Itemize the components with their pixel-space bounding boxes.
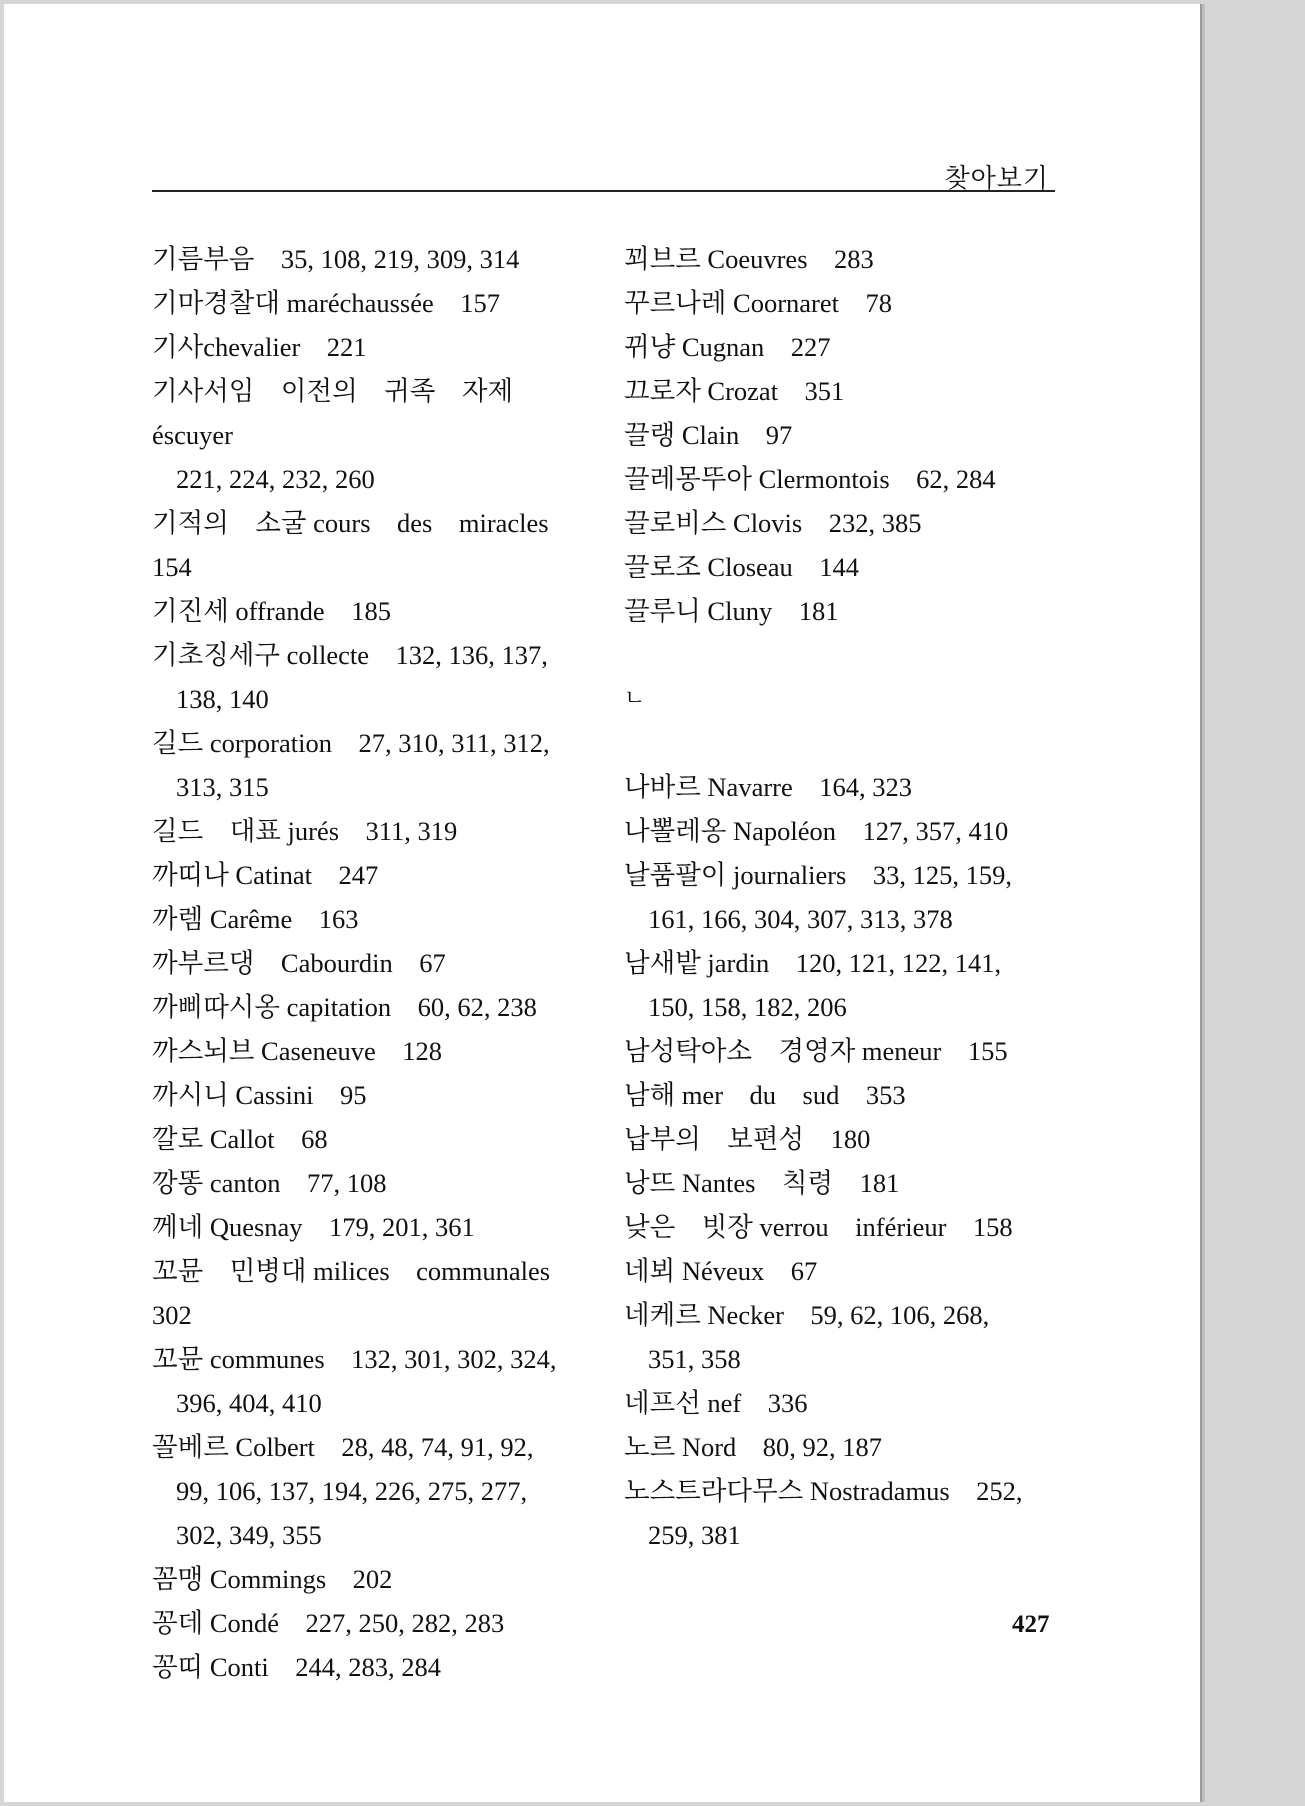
entry-line: 기사chevalier 221 xyxy=(152,332,367,362)
entry-line: 까스뇌브 Caseneuve 128 xyxy=(152,1036,443,1066)
index-entry xyxy=(152,237,582,281)
entry-line: 까렘 Carême 163 xyxy=(152,904,359,934)
entry-line: 꽁데 Condé 227, 250, 282, 283 xyxy=(152,1608,505,1638)
index-group-n xyxy=(624,765,1064,1557)
index-entry xyxy=(152,1249,582,1337)
index-entry xyxy=(152,1425,582,1557)
index-entry xyxy=(624,1161,1064,1205)
index-entry xyxy=(152,369,582,501)
section-gap xyxy=(624,633,1064,677)
index-entry xyxy=(152,1205,582,1249)
index-entry xyxy=(152,1557,582,1601)
entry-line: 끌레몽뚜아 Clermontois 62, 284 xyxy=(624,464,996,494)
entry-continuation: 138, 140 xyxy=(176,684,269,714)
entry-line: 네뵈 Néveux 67 xyxy=(624,1256,818,1286)
section-letter: ㄴ xyxy=(624,686,646,711)
entry-continuation: 161, 166, 304, 307, 313, 378 xyxy=(648,904,953,934)
entry-line: 길드 대표 jurés 311, 319 xyxy=(152,816,458,846)
index-entry xyxy=(624,1381,1064,1425)
index-entry xyxy=(624,457,1064,501)
entry-line: 까삐따시옹 capitation 60, 62, 238 xyxy=(152,992,537,1022)
entry-line: 깡똥 canton 77, 108 xyxy=(152,1168,387,1198)
entry-line: 네케르 Necker 59, 62, 106, 268, xyxy=(624,1300,990,1330)
entry-line: 기초징세구 collecte 132, 136, 137, xyxy=(152,640,548,670)
entry-line: 기진세 offrande 185 xyxy=(152,596,391,626)
index-entry xyxy=(152,721,582,809)
index-column-left xyxy=(152,237,582,1689)
index-entry xyxy=(152,1117,582,1161)
entry-line: 납부의 보편성 180 xyxy=(624,1124,871,1154)
entry-line: 깔로 Callot 68 xyxy=(152,1124,328,1154)
entry-line: 꼼맹 Commings 202 xyxy=(152,1564,393,1594)
entry-line: 끄로자 Crozat 351 xyxy=(624,376,845,406)
index-entry xyxy=(152,941,582,985)
index-entry xyxy=(624,941,1064,1029)
entry-continuation: 351, 358 xyxy=(648,1344,741,1374)
entry-line: 까띠나 Catinat 247 xyxy=(152,860,379,890)
index-entry xyxy=(624,809,1064,853)
entry-line: 꼬뮨 communes 132, 301, 302, 324, xyxy=(152,1344,557,1374)
entry-line: 께네 Quesnay 179, 201, 361 xyxy=(152,1212,475,1242)
index-entry xyxy=(152,985,582,1029)
index-entry xyxy=(152,281,582,325)
index-entry xyxy=(624,1249,1064,1293)
index-page xyxy=(4,4,1200,1802)
entry-line: 기적의 소굴 cours des miracles 154 xyxy=(152,508,576,582)
index-entry xyxy=(624,501,1064,545)
entry-line: 나바르 Navarre 164, 323 xyxy=(624,772,912,802)
index-entry xyxy=(152,1337,582,1425)
index-entry xyxy=(624,237,1064,281)
index-entry xyxy=(624,853,1064,941)
entry-continuation: 259, 381 xyxy=(648,1520,741,1550)
entry-line: 기사서임 이전의 귀족 자제 éscuyer xyxy=(152,376,514,450)
index-entry xyxy=(152,633,582,721)
entry-line: 기름부음 35, 108, 219, 309, 314 xyxy=(152,244,520,274)
header-title: 찾아보기 xyxy=(944,164,1049,194)
entry-continuation: 396, 404, 410 xyxy=(176,1388,322,1418)
page-number: 427 xyxy=(1012,1611,1050,1638)
entry-continuation: 221, 224, 232, 260 xyxy=(176,464,375,494)
index-entry xyxy=(624,281,1064,325)
entry-line: 까시니 Cassini 95 xyxy=(152,1080,367,1110)
index-entry xyxy=(624,1425,1064,1469)
index-entry xyxy=(152,897,582,941)
entry-line: 끌랭 Clain 97 xyxy=(624,420,793,450)
entry-line: 끌로조 Closeau 144 xyxy=(624,552,860,582)
entry-continuation: 302, 349, 355 xyxy=(176,1520,322,1550)
index-entry xyxy=(152,325,582,369)
entry-continuation: 150, 158, 182, 206 xyxy=(648,992,847,1022)
entry-line: 남해 mer du sud 353 xyxy=(624,1080,906,1110)
index-entry xyxy=(152,1601,582,1645)
entry-continuation: 313, 315 xyxy=(176,772,269,802)
index-entry xyxy=(624,589,1064,633)
entry-line: 남성탁아소 경영자 meneur 155 xyxy=(624,1036,1008,1066)
entry-line: 꽁띠 Conti 244, 283, 284 xyxy=(152,1652,441,1682)
index-entry xyxy=(624,1293,1064,1381)
entry-line: 길드 corporation 27, 310, 311, 312, xyxy=(152,728,550,758)
entry-line: 끌루니 Cluny 181 xyxy=(624,596,839,626)
index-entry xyxy=(624,765,1064,809)
index-entry xyxy=(152,589,582,633)
index-entry xyxy=(624,1117,1064,1161)
entry-line: 꼴베르 Colbert 28, 48, 74, 91, 92, xyxy=(152,1432,534,1462)
index-entry xyxy=(152,1161,582,1205)
entry-line: 꾀브르 Coeuvres 283 xyxy=(624,244,874,274)
entry-line: 노스트라다무스 Nostradamus 252, xyxy=(624,1476,1023,1506)
index-entry xyxy=(624,545,1064,589)
index-entry xyxy=(152,501,582,589)
index-group-k xyxy=(624,237,1064,633)
index-entry xyxy=(624,1205,1064,1249)
entry-line: 기마경찰대 maréchaussée 157 xyxy=(152,288,501,318)
entry-line: 끌로비스 Clovis 232, 385 xyxy=(624,508,922,538)
index-entry xyxy=(152,1073,582,1117)
entry-line: 나뽈레옹 Napoléon 127, 357, 410 xyxy=(624,816,1009,846)
entry-continuation: 99, 106, 137, 194, 226, 275, 277, xyxy=(176,1476,528,1506)
entry-line: 날품팔이 journaliers 33, 125, 159, xyxy=(624,860,1012,890)
index-entry xyxy=(624,1029,1064,1073)
entry-line: 남새밭 jardin 120, 121, 122, 141, xyxy=(624,948,1002,978)
index-entry xyxy=(624,369,1064,413)
index-entry xyxy=(624,325,1064,369)
entry-line: 네프선 nef 336 xyxy=(624,1388,808,1418)
index-entry xyxy=(624,1073,1064,1117)
entry-line: 뀌냥 Cugnan 227 xyxy=(624,332,831,362)
section-gap xyxy=(624,721,1064,765)
entry-line: 낭뜨 Nantes 칙령 181 xyxy=(624,1168,900,1198)
index-entry xyxy=(152,1029,582,1073)
entry-line: 꾸르나레 Coornaret 78 xyxy=(624,288,892,318)
index-entry xyxy=(152,853,582,897)
index-entry xyxy=(624,413,1064,457)
entry-line: 낮은 빗장 verrou inférieur 158 xyxy=(624,1212,1013,1242)
entry-line: 꼬뮨 민병대 milices communales 302 xyxy=(152,1256,551,1330)
index-entry xyxy=(152,809,582,853)
index-column-right xyxy=(624,237,1064,1557)
index-entry xyxy=(624,1469,1064,1557)
entry-line: 까부르댕 Cabourdin 67 xyxy=(152,948,446,978)
entry-line: 노르 Nord 80, 92, 187 xyxy=(624,1432,883,1462)
running-header xyxy=(152,150,1055,192)
index-entry xyxy=(152,1645,582,1689)
